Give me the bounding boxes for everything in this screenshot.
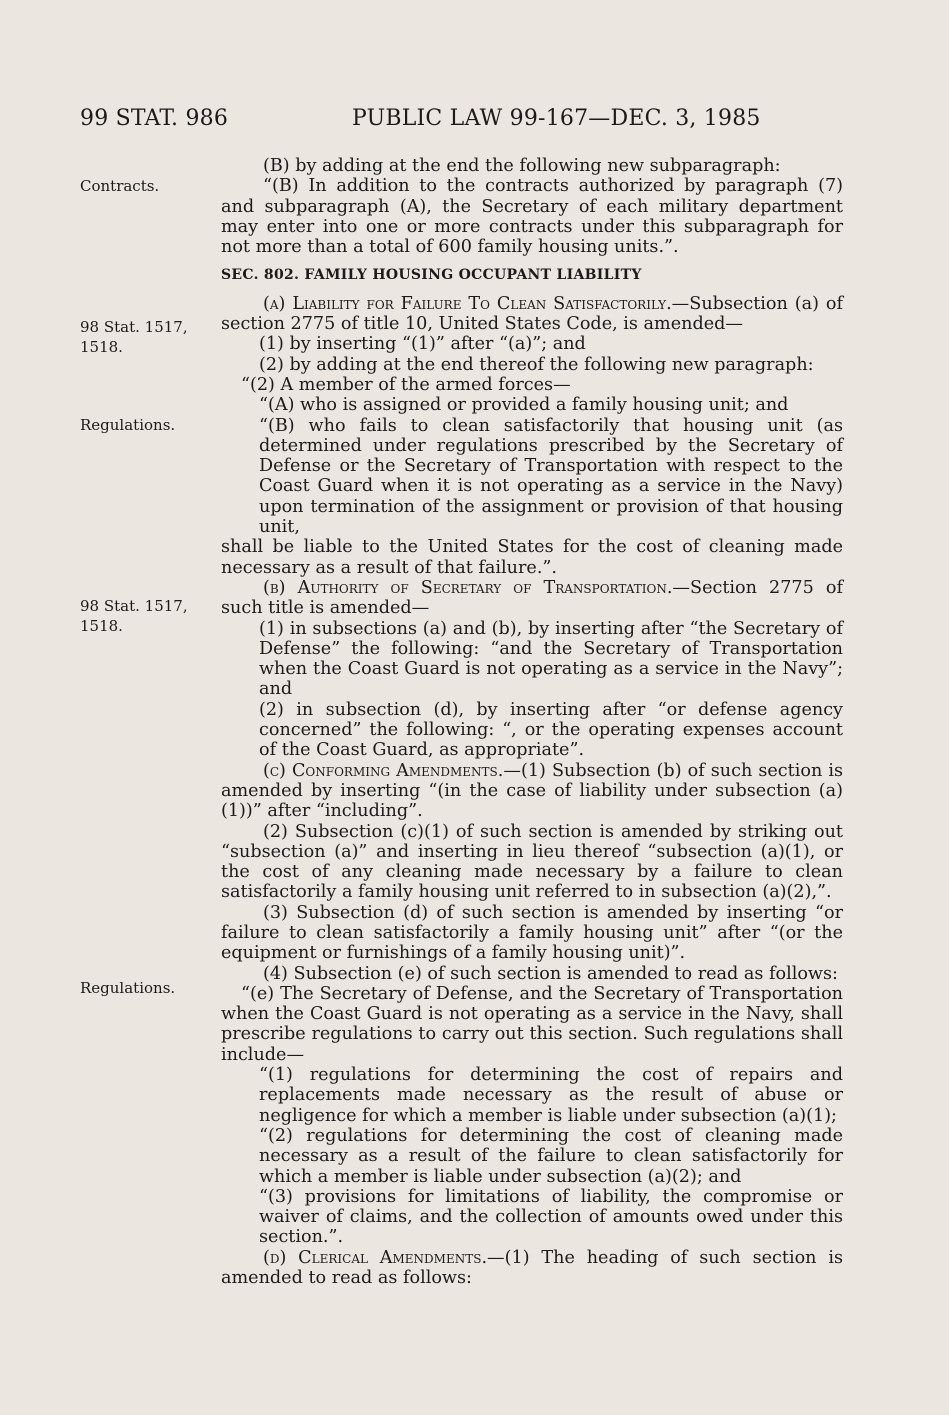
- subsection-heading: (d) Clerical Amendments.: [263, 1247, 488, 1268]
- margin-note-stat-1-line2: 1518.: [80, 338, 123, 356]
- paragraph: (1) in subsections (a) and (b), by inserting after “the Secretary of Defense” the following: “and the Secretary of Transportation when the Coast Guard is not operating as a service in the Navy”; and: [259, 618, 843, 700]
- running-head: PUBLIC LAW 99-167—DEC. 3, 1985: [352, 106, 761, 131]
- margin-note-regulations-2: Regulations.: [80, 979, 176, 997]
- paragraph: (2) in subsection (d), by inserting after “or defense agency concerned” the following: “, or the operating expenses account of the Coast Guard, as appropriate”.: [259, 699, 843, 761]
- paragraph: “(2) A member of the armed forces—: [241, 374, 571, 395]
- paragraph: (1) by inserting “(1)” after “(a)”; and: [259, 334, 586, 355]
- margin-note-stat-2: [80, 596, 188, 636]
- paragraph-text: —Section 2775 of such title is amended—: [221, 577, 843, 619]
- margin-note-stat-1: [80, 317, 188, 357]
- section-heading: SEC. 802. FAMILY HOUSING OCCUPANT LIABILITY: [221, 267, 642, 284]
- margin-note-stat-1-line1: 98 Stat. 1517,: [80, 318, 188, 336]
- paragraph: shall be liable to the United States for the cost of cleaning made necessary as a result of that failure.”.: [221, 537, 843, 578]
- paragraph: “(1) regulations for determining the cost of repairs and replacements made necessary as the result of abuse or negligence for which a member is liable under subsection (a)(1);: [259, 1065, 843, 1126]
- margin-note-regulations-1: Regulations.: [80, 416, 176, 434]
- margin-note-stat-2-line2: 1518.: [80, 617, 123, 635]
- paragraph: [221, 578, 843, 619]
- margin-note-stat-2-line1: 98 Stat. 1517,: [80, 597, 188, 615]
- paragraph: “(e) The Secretary of Defense, and the Secretary of Transportation when the Coast Guard is not operating as a service in the Navy, shall prescribe regulations to carry out this section. Such regulations shall include—: [221, 983, 843, 1065]
- page-number: 99 STAT. 986: [80, 106, 229, 131]
- paragraph: “(B) In addition to the contracts authorized by paragraph (7) and subparagraph (A), the Secretary of each military department may enter into one or more contracts under this subparagraph for not more than a total of 600 family housing units.”.: [221, 176, 843, 258]
- paragraph: (2) Subsection (c)(1) of such section is amended by striking out “subsection (a)” and inserting in lieu thereof “subsection (a)(1), or the cost of any cleaning made necessary by a failure to clean satisfactorily a family housing unit referred to in subsection (a)(2),”.: [221, 821, 843, 903]
- paragraph: “(B) who fails to clean satisfactorily that housing unit (as determined under regulations prescribed by the Secretary of Defense or the Secretary of Transportation with respect to the Coast Guard when it is not operating as a service in the Navy) upon termination of the assignment or provision of that housing unit,: [259, 415, 843, 538]
- subsection-heading: (c) Conforming Amendments.: [263, 760, 504, 781]
- subsection-heading: (b) Authority of Secretary of Transportation.: [263, 577, 673, 598]
- paragraph: (3) Subsection (d) of such section is amended by inserting “or failure to clean satisfactorily a family housing unit” after “(or the equipment or furnishings of a family housing unit)”.: [221, 902, 843, 964]
- subsection-heading: (a) Liability for Failure To Clean Satisfactorily.: [263, 293, 672, 314]
- paragraph-text: —(1) Subsection (b) of such section is amended by inserting “(in the case of liability under subsection (a)(1))” after “including”.: [221, 760, 843, 822]
- paragraph: (2) by adding at the end thereof the following new paragraph:: [259, 354, 814, 375]
- paragraph: “(A) who is assigned or provided a family housing unit; and: [259, 395, 789, 416]
- paragraph: “(3) provisions for limitations of liability, the compromise or waiver of claims, and the collection of amounts owed under this section.”.: [259, 1186, 843, 1248]
- paragraph: [221, 1248, 843, 1289]
- margin-note-contracts: Contracts.: [80, 177, 160, 195]
- paragraph: [221, 294, 843, 335]
- law-text-body: [221, 156, 843, 1288]
- paragraph: (B) by adding at the end the following new subparagraph:: [263, 156, 781, 176]
- paragraph-text: —Subsection (a) of section 2775 of title 10, United States Code, is amended—: [221, 293, 843, 335]
- paragraph: (4) Subsection (e) of such section is amended to read as follows:: [263, 963, 838, 984]
- paragraph: [221, 761, 843, 822]
- paragraph-text: —(1) The heading of such section is amended to read as follows:: [221, 1247, 843, 1289]
- paragraph: “(2) regulations for determining the cost of cleaning made necessary as a result of the failure to clean satisfactorily for which a member is liable under subsection (a)(2); and: [259, 1125, 843, 1187]
